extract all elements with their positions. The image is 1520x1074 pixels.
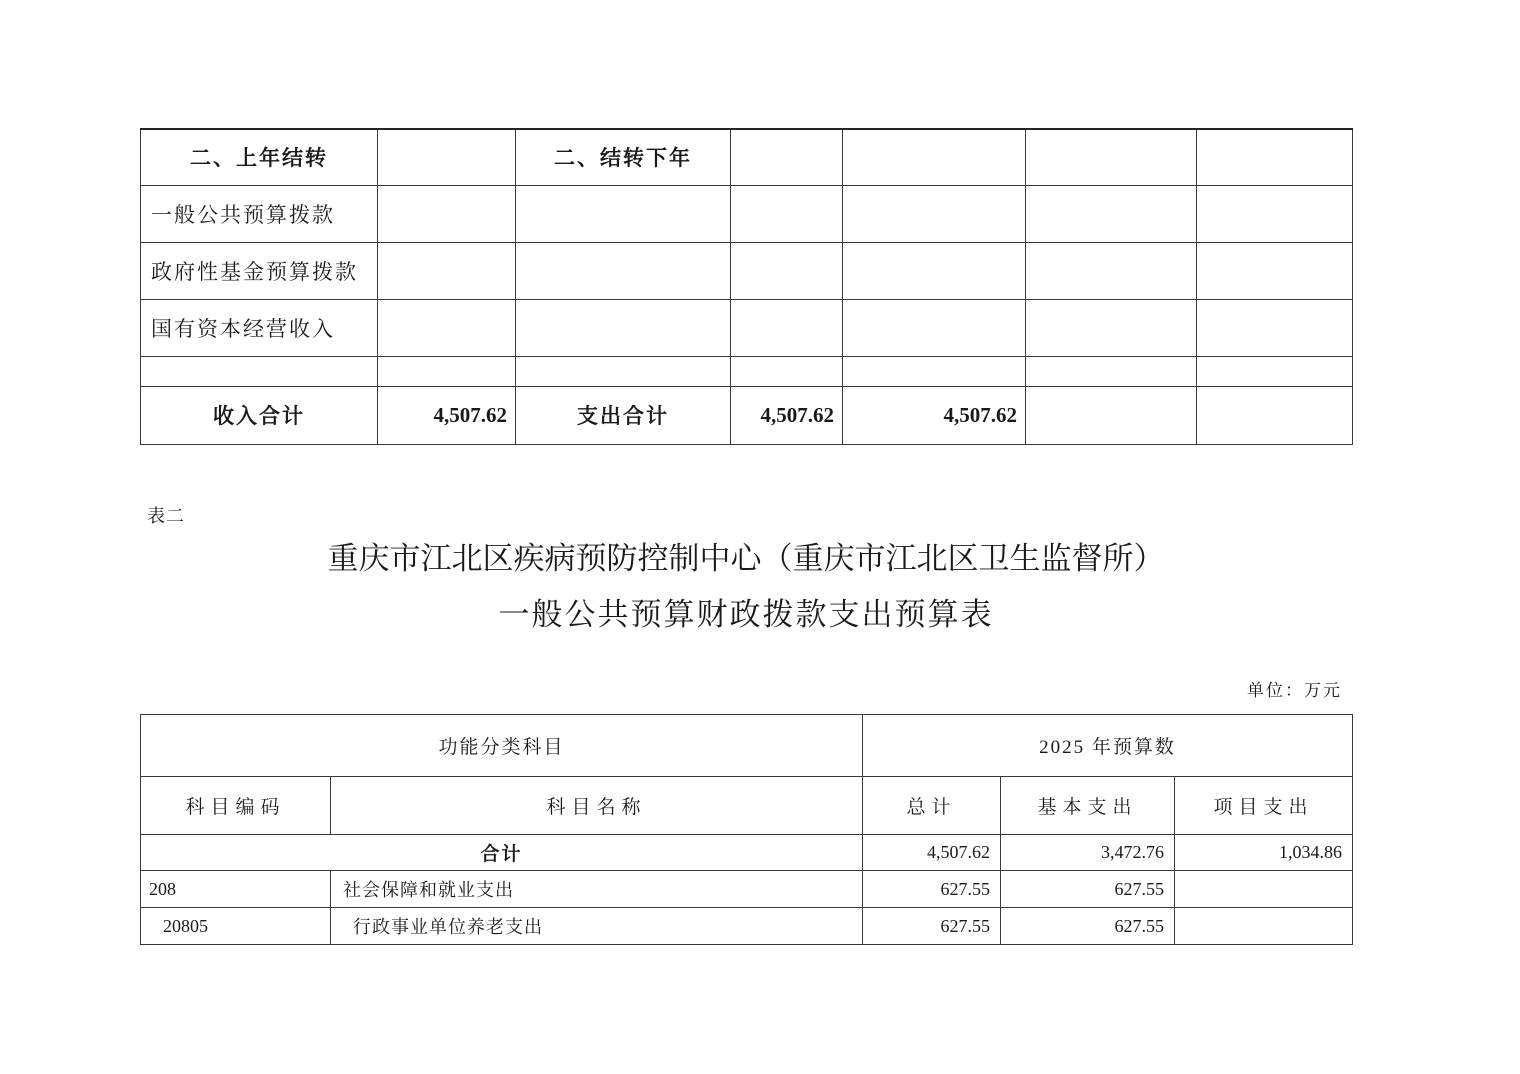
income-total-value-cell: 4,507.62 [378, 386, 516, 444]
code-cell: 20805 [141, 908, 331, 945]
project-cell [1175, 871, 1353, 908]
code-header-cell: 科目编码 [141, 777, 331, 835]
empty-cell [516, 356, 731, 386]
sum-row [141, 835, 1353, 871]
sum-label-cell: 合计 [141, 835, 863, 871]
empty-cell [1026, 386, 1197, 444]
govt-fund-budget-label-cell: 政府性基金预算拨款 [141, 242, 378, 299]
empty-cell [1197, 185, 1353, 242]
total-cell: 627.55 [863, 871, 1001, 908]
empty-cell [1197, 386, 1353, 444]
empty-cell [1026, 242, 1197, 299]
next-year-carryover-cell: 二、结转下年 [516, 129, 731, 185]
sum-total-cell: 4,507.62 [863, 835, 1001, 871]
name-cell: 行政事业单位养老支出 [331, 908, 863, 945]
empty-cell [1026, 129, 1197, 185]
empty-cell [1197, 242, 1353, 299]
empty-cell [141, 356, 378, 386]
empty-cell [731, 185, 843, 242]
budget-2025-header-cell: 2025 年预算数 [863, 715, 1353, 777]
expense-total-label-cell: 支出合计 [516, 386, 731, 444]
total-header-cell: 总计 [863, 777, 1001, 835]
name-header-cell: 科目名称 [331, 777, 863, 835]
empty-cell [378, 129, 516, 185]
empty-cell [731, 129, 843, 185]
basic-cell: 627.55 [1001, 908, 1175, 945]
totals-row [141, 386, 1353, 444]
empty-cell [378, 242, 516, 299]
empty-cell [1026, 299, 1197, 356]
empty-cell [843, 242, 1026, 299]
empty-cell [843, 356, 1026, 386]
total-cell: 627.55 [863, 908, 1001, 945]
empty-cell [1197, 129, 1353, 185]
unit-note: 单位：万元 [1247, 681, 1342, 700]
empty-cell [378, 185, 516, 242]
empty-cell [516, 242, 731, 299]
empty-cell [731, 356, 843, 386]
sheet-label: 表二 [147, 506, 185, 526]
row-general-public-budget [141, 185, 1353, 242]
empty-cell [1026, 185, 1197, 242]
basic-header-cell: 基本支出 [1001, 777, 1175, 835]
carryover-header-row [141, 129, 1353, 185]
empty-cell [843, 129, 1026, 185]
carryover-summary-table [140, 128, 1353, 445]
empty-cell [731, 299, 843, 356]
project-header-cell: 项目支出 [1175, 777, 1353, 835]
page-title-line1: 重庆市江北区疾病预防控制中心（重庆市江北区卫生监督所） [327, 541, 1165, 576]
row-state-capital-income [141, 299, 1353, 356]
group-header-row [141, 715, 1353, 777]
empty-cell [378, 299, 516, 356]
table-row-208 [141, 871, 1353, 908]
basic-cell: 627.55 [1001, 871, 1175, 908]
prev-year-carryover-cell: 二、上年结转 [141, 129, 378, 185]
table-row-20805 [141, 908, 1353, 945]
empty-cell [378, 356, 516, 386]
empty-cell [1026, 356, 1197, 386]
empty-cell [1197, 356, 1353, 386]
func-class-header-cell: 功能分类科目 [141, 715, 863, 777]
state-capital-income-label-cell: 国有资本经营收入 [141, 299, 378, 356]
expense-total-value-cell: 4,507.62 [731, 386, 843, 444]
empty-cell [843, 299, 1026, 356]
column-header-row [141, 777, 1353, 835]
sum-project-cell: 1,034.86 [1175, 835, 1353, 871]
code-cell: 208 [141, 871, 331, 908]
empty-cell [516, 185, 731, 242]
name-cell: 社会保障和就业支出 [331, 871, 863, 908]
income-total-label-cell: 收入合计 [141, 386, 378, 444]
empty-cell [516, 299, 731, 356]
expense-total-value-2-cell: 4,507.62 [843, 386, 1026, 444]
empty-cell [843, 185, 1026, 242]
expenditure-budget-table [140, 714, 1353, 945]
row-govt-fund-budget [141, 242, 1353, 299]
empty-cell [1197, 299, 1353, 356]
general-public-budget-label-cell: 一般公共预算拨款 [141, 185, 378, 242]
page-title-line2: 一般公共预算财政拨款支出预算表 [498, 597, 994, 632]
project-cell [1175, 908, 1353, 945]
sum-basic-cell: 3,472.76 [1001, 835, 1175, 871]
spacer-row [141, 356, 1353, 386]
empty-cell [731, 242, 843, 299]
